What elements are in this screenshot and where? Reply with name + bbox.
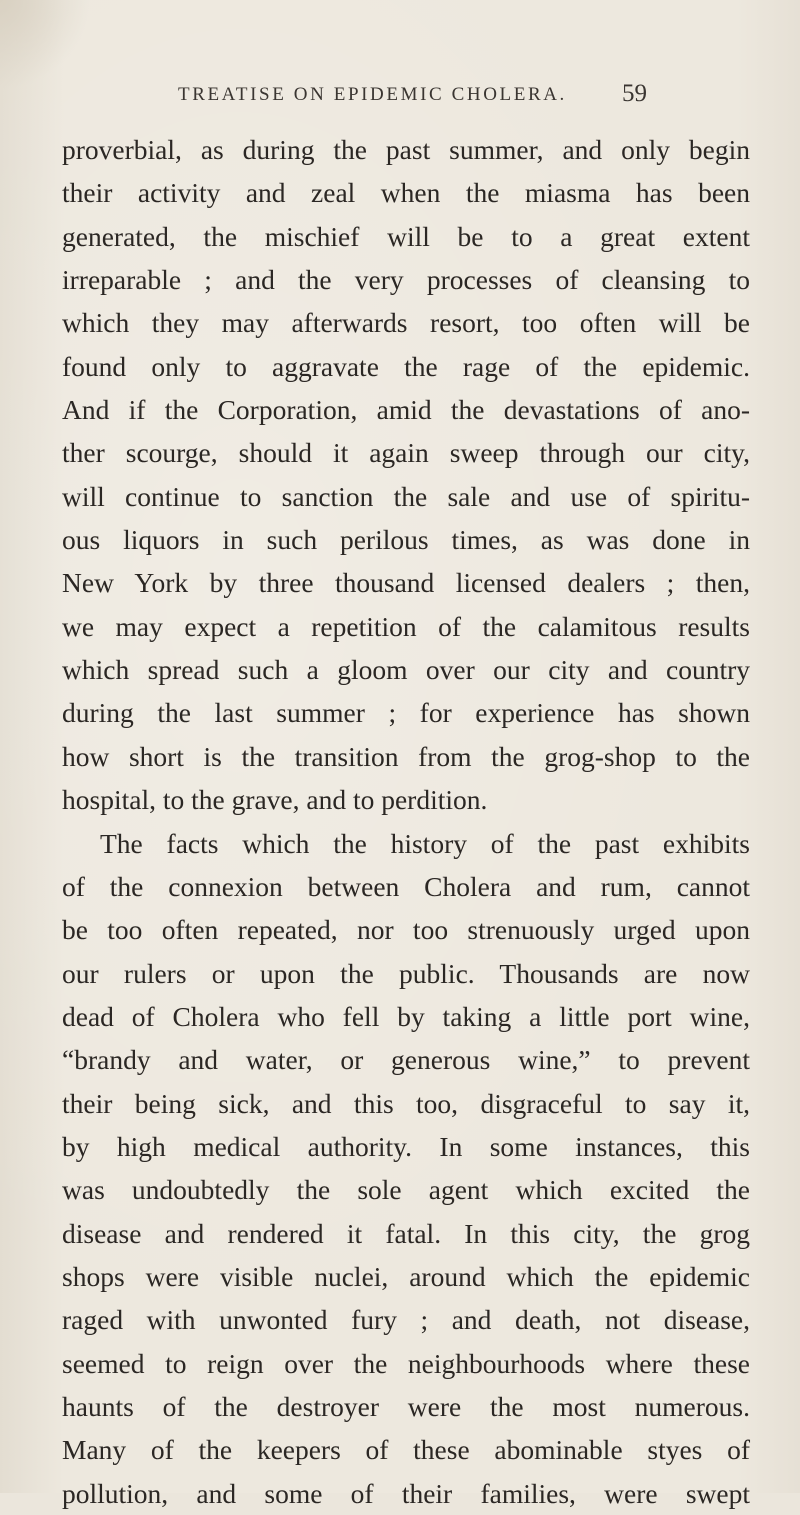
text-line: ther scourge, should it again sweep through our city, (62, 437, 750, 469)
text-line: haunts of the destroyer were the most numerous. (62, 1390, 750, 1422)
page-corner-shading (0, 0, 90, 90)
page-number: 59 (622, 80, 647, 107)
text-line: ous liquors in such perilous times, as was done in (62, 524, 750, 556)
text-line: generated, the mischief will be to a great extent (62, 220, 750, 252)
text-line: disease and rendered it fatal. In this city, the grog (62, 1217, 750, 1249)
running-title: TREATISE ON EPIDEMIC CHOLERA. (178, 84, 567, 105)
text-line: we may expect a repetition of the calamitous results (62, 610, 750, 642)
text-line: how short is the transition from the grog-shop to the (62, 740, 750, 772)
text-line: shops were visible nuclei, around which the epidemic (62, 1260, 750, 1292)
text-line: pollution, and some of their families, were swept (62, 1477, 750, 1509)
text-line: hospital, to the grave, and to perdition. (62, 784, 488, 816)
body-text (62, 128, 750, 1515)
text-line: proverbial, as during the past summer, and only begin (62, 134, 750, 165)
text-line: New York by three thousand licensed dealers ; then, (62, 567, 750, 599)
text-line: their being sick, and this too, disgraceful to say it, (62, 1087, 750, 1119)
text-line: their activity and zeal when the miasma has been (62, 177, 750, 209)
text-line: during the last summer ; for experience has shown (62, 697, 750, 729)
text-line: was undoubtedly the sole agent which excited the (62, 1174, 750, 1206)
text-line: found only to aggravate the rage of the epidemic. (62, 350, 750, 382)
text-line: And if the Corporation, amid the devastations of ano- (62, 394, 750, 426)
text-line: The facts which the history of the past exhibits (100, 827, 750, 859)
text-line: which they may afterwards resort, too often will be (62, 307, 750, 339)
text-line: of the connexion between Cholera and rum, cannot (62, 870, 750, 902)
text-line: which spread such a gloom over our city and country (62, 654, 750, 686)
text-line: seemed to reign over the neighbourhoods where these (62, 1347, 750, 1379)
text-line: be too often repeated, nor too strenuously urged upon (62, 914, 750, 946)
text-line: Many of the keepers of these abominable styes of (62, 1434, 750, 1466)
text-line: “brandy and water, or generous wine,” to prevent (62, 1044, 750, 1076)
text-line: by high medical authority. In some instances, this (62, 1130, 750, 1162)
text-line: will continue to sanction the sale and use of spiritu- (62, 480, 750, 512)
text-line: raged with unwonted fury ; and death, not disease, (62, 1304, 750, 1336)
text-line: our rulers or upon the public. Thousands are now (62, 957, 750, 989)
text-line: irreparable ; and the very processes of cleansing to (62, 264, 750, 296)
text-line: dead of Cholera who fell by taking a little port wine, (62, 1000, 750, 1032)
